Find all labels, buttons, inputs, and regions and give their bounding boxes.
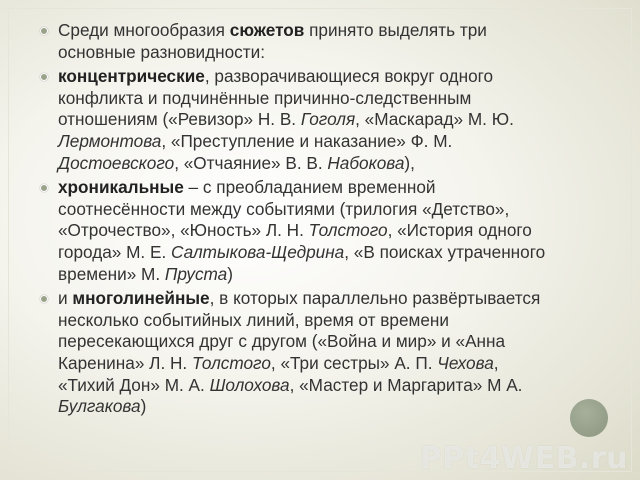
author-name: Набокова (327, 152, 405, 173)
text-run: , разворачивающиеся вокруг одного конфликта и подчинённые причинно-следственным отношениям («Ревизор» Н. В. (58, 66, 494, 130)
bullet-item (38, 177, 558, 285)
author-name: Салтыкова-Щедрина (171, 241, 345, 262)
watermark: PPt4WEB.ru (419, 441, 628, 476)
text-run: принято выделять три основные разновидности: (58, 20, 487, 62)
text-run: – с преобладанием временной соотнесённости между событиями (трилогия «Детство», «Отрочество», «Юность» Л. Н. (58, 177, 510, 241)
author-name: Булгакова (58, 396, 141, 417)
text-run: , «Преступление и наказание» Ф. М. (161, 130, 453, 151)
text-run: , «Маскарад» М. Ю. (355, 109, 514, 130)
bullet-dot-icon (40, 27, 48, 35)
text-run: , «Отчаяние» В. В. (174, 152, 328, 173)
bullet-dot-icon (40, 73, 48, 81)
text-run: ) (227, 263, 233, 284)
author-name: Достоевского (58, 152, 175, 173)
text-run: , в которых параллельно развёртывается несколько событийных линий, время от времени пересекающихся друг с другом («Война и мир» и «Анна Каренина» Л. Н. (58, 288, 541, 373)
text-run: , «Тихий Дон» М. А. (58, 352, 499, 395)
author-name: Чехова (437, 352, 494, 373)
author-name: Толстого (308, 220, 388, 241)
text-run: Среди многообразия (58, 20, 230, 40)
bullet-dot-icon (40, 184, 48, 192)
bullet-item (38, 66, 558, 174)
bullet-item (38, 20, 558, 63)
text-run: и (58, 288, 73, 309)
text-run: ) (140, 396, 147, 417)
text-run: , «Три сестры» А. П. (270, 352, 438, 373)
author-name: Гоголя (300, 109, 356, 130)
decorative-circle (570, 399, 608, 437)
bullet-text (58, 288, 540, 416)
author-name: Шолохова (209, 374, 290, 395)
bullet-text (58, 20, 487, 62)
term-chronicle: хроникальные (58, 177, 184, 198)
author-name: Пруста (164, 263, 228, 284)
bullet-item (38, 288, 558, 418)
author-name: Лермонтова (58, 130, 162, 151)
term-concentric: концентрические (58, 66, 205, 87)
bullet-text (58, 66, 514, 172)
bullet-dot-icon (40, 295, 48, 303)
text-run: , «История одного города» М. Е. (58, 220, 532, 262)
slide-content (38, 20, 558, 421)
text-run: ), (404, 152, 415, 173)
text-run: , «Мастер и Маргарита» М А. (289, 374, 523, 395)
bullet-text (58, 177, 545, 283)
term-multiline: многолинейные (72, 288, 210, 309)
keyword-sujet: сюжетов (229, 20, 305, 40)
text-run: , «В поисках утраченного времени» М. (58, 241, 546, 284)
author-name: Толстого (191, 352, 271, 373)
